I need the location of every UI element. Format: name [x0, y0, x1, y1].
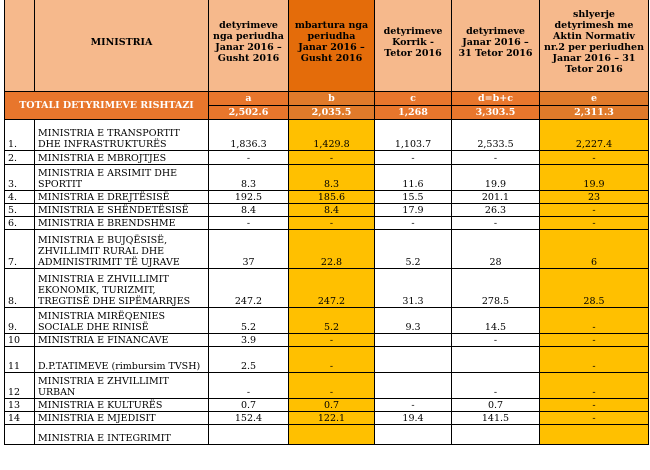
value-d: 201.1: [452, 191, 540, 204]
value-c: 5.2: [375, 230, 452, 269]
value-d: 0.7: [452, 399, 540, 412]
value-c: [375, 425, 452, 445]
total-d: 3,303.5: [452, 106, 540, 120]
value-b: -: [289, 151, 375, 165]
value-a: 37: [209, 230, 289, 269]
value-e: 28.5: [540, 269, 649, 308]
table-row: [5, 165, 649, 191]
table-row: [5, 269, 649, 308]
value-d: -: [452, 217, 540, 230]
row-number: 5.: [5, 204, 35, 217]
value-b: [289, 425, 375, 445]
ministry-name: MINISTRIA E BRENDSHME: [35, 217, 209, 230]
value-a: 8.4: [209, 204, 289, 217]
value-e: -: [540, 217, 649, 230]
value-c: 9.3: [375, 308, 452, 334]
ministry-name: MINISTRIA E MJEDISIT: [35, 412, 209, 425]
row-number: 3.: [5, 165, 35, 191]
value-a: 1,836.3: [209, 120, 289, 151]
table-row: [5, 230, 649, 269]
header-col-d: detyrimeve Janar 2016 – 31 Tetor 2016: [452, 0, 540, 92]
value-a: 5.2: [209, 308, 289, 334]
ministry-name: MINISTRIA E ARSIMIT DHE SPORTIT: [35, 165, 209, 191]
value-e: 23: [540, 191, 649, 204]
value-d: -: [452, 151, 540, 165]
ministry-name: MINISTRIA E ZHVILLIMIT EKONOMIK, TURIZMIT, TREGTISË DHE SIPËMARRJES: [35, 269, 209, 308]
value-e: -: [540, 347, 649, 373]
ministry-name: MINISTRIA E BUJQËSISË, ZHVILLIMIT RURAL DHE ADMINISTRIMIT TË UJRAVE: [35, 230, 209, 269]
value-d: [452, 347, 540, 373]
value-a: 0.7: [209, 399, 289, 412]
value-d: -: [452, 373, 540, 399]
value-c: -: [375, 217, 452, 230]
value-c: -: [375, 151, 452, 165]
total-e: 2,311.3: [540, 106, 649, 120]
value-c: 19.4: [375, 412, 452, 425]
ministry-name: MINISTRIA E ZHVILLIMIT URBAN: [35, 373, 209, 399]
value-d: 19.9: [452, 165, 540, 191]
value-d: 28: [452, 230, 540, 269]
table-row: [5, 425, 649, 445]
table-row: [5, 412, 649, 425]
obligations-table: [4, 0, 649, 445]
value-a: -: [209, 217, 289, 230]
row-number: 4.: [5, 191, 35, 204]
value-b: 247.2: [289, 269, 375, 308]
value-a: 192.5: [209, 191, 289, 204]
value-d: 2,533.5: [452, 120, 540, 151]
table-row: [5, 191, 649, 204]
total-c: 1,268: [375, 106, 452, 120]
row-number: [5, 425, 35, 445]
value-c: -: [375, 399, 452, 412]
value-e: -: [540, 373, 649, 399]
table-row: [5, 347, 649, 373]
letter-b: b: [289, 92, 375, 106]
row-number: 9.: [5, 308, 35, 334]
table-row: [5, 334, 649, 347]
value-a: 2.5: [209, 347, 289, 373]
value-e: -: [540, 412, 649, 425]
ministry-name: MINISTRIA E KULTURËS: [35, 399, 209, 412]
row-number: 8.: [5, 269, 35, 308]
header-nr-cell: [5, 0, 35, 92]
ministry-name: MINISTRIA E MBROJTJES: [35, 151, 209, 165]
value-a: 152.4: [209, 412, 289, 425]
value-c: 31.3: [375, 269, 452, 308]
ministry-name: MINISTRIA E INTEGRIMIT: [35, 425, 209, 445]
value-b: -: [289, 373, 375, 399]
ministry-name: MINISTRIA E TRANSPORTIT DHE INFRASTRUKTURËS: [35, 120, 209, 151]
value-a: 3.9: [209, 334, 289, 347]
value-b: 5.2: [289, 308, 375, 334]
value-a: 247.2: [209, 269, 289, 308]
row-number: 1.: [5, 120, 35, 151]
ministry-name: MINISTRIA E SHËNDETËSISË: [35, 204, 209, 217]
value-e: 2,227.4: [540, 120, 649, 151]
value-e: 19.9: [540, 165, 649, 191]
value-a: 8.3: [209, 165, 289, 191]
table-row: [5, 399, 649, 412]
header-col-a: detyrimeve nga periudha Janar 2016 – Gusht 2016: [209, 0, 289, 92]
value-e: [540, 425, 649, 445]
value-c: 11.6: [375, 165, 452, 191]
value-e: -: [540, 204, 649, 217]
value-b: 185.6: [289, 191, 375, 204]
value-c: [375, 334, 452, 347]
row-number: 6.: [5, 217, 35, 230]
table-row: [5, 217, 649, 230]
row-number: 11: [5, 347, 35, 373]
total-b: 2,035.5: [289, 106, 375, 120]
header-col-b: mbartura nga periudha Janar 2016 – Gusht 2016: [289, 0, 375, 92]
letters-row: [5, 92, 649, 106]
value-d: 141.5: [452, 412, 540, 425]
value-a: [209, 425, 289, 445]
value-a: -: [209, 151, 289, 165]
totals-label: TOTALI DETYRIMEVE RISHTAZI: [5, 92, 209, 120]
row-number: 2.: [5, 151, 35, 165]
row-number: 12: [5, 373, 35, 399]
value-b: -: [289, 334, 375, 347]
value-d: -: [452, 334, 540, 347]
table-row: [5, 151, 649, 165]
letter-e: e: [540, 92, 649, 106]
header-row: [5, 0, 649, 92]
letter-d: d=b+c: [452, 92, 540, 106]
value-b: 8.4: [289, 204, 375, 217]
table-row: [5, 204, 649, 217]
ministry-name: D.P.TATIMEVE (rimbursim TVSH): [35, 347, 209, 373]
table-row: [5, 120, 649, 151]
letter-c: c: [375, 92, 452, 106]
value-c: 1,103.7: [375, 120, 452, 151]
value-b: -: [289, 217, 375, 230]
value-e: -: [540, 334, 649, 347]
header-col-c: detyrimeve Korrik - Tetor 2016: [375, 0, 452, 92]
ministry-name: MINISTRIA MIRËQENIES SOCIALE DHE RINISË: [35, 308, 209, 334]
value-c: [375, 373, 452, 399]
row-number: 14: [5, 412, 35, 425]
value-e: -: [540, 399, 649, 412]
value-d: 26.3: [452, 204, 540, 217]
header-ministria: MINISTRIA: [35, 0, 209, 92]
value-b: -: [289, 347, 375, 373]
value-e: -: [540, 308, 649, 334]
row-number: 13: [5, 399, 35, 412]
ministry-name: MINISTRIA E FINANCAVE: [35, 334, 209, 347]
value-d: [452, 425, 540, 445]
value-c: 15.5: [375, 191, 452, 204]
row-number: 7.: [5, 230, 35, 269]
value-b: 22.8: [289, 230, 375, 269]
value-b: 0.7: [289, 399, 375, 412]
value-b: 8.3: [289, 165, 375, 191]
value-c: 17.9: [375, 204, 452, 217]
value-a: -: [209, 373, 289, 399]
table-row: [5, 373, 649, 399]
value-e: -: [540, 151, 649, 165]
row-number: 10: [5, 334, 35, 347]
header-col-e: shlyerje detyrimesh me Aktin Normativ nr.2 per periudhen Janar 2016 – 31 Tetor 2016: [540, 0, 649, 92]
total-a: 2,502.6: [209, 106, 289, 120]
value-b: 122.1: [289, 412, 375, 425]
value-d: 14.5: [452, 308, 540, 334]
value-e: 6: [540, 230, 649, 269]
value-d: 278.5: [452, 269, 540, 308]
letter-a: a: [209, 92, 289, 106]
table-row: [5, 308, 649, 334]
ministry-name: MINISTRIA E DREJTËSISË: [35, 191, 209, 204]
value-c: [375, 347, 452, 373]
value-b: 1,429.8: [289, 120, 375, 151]
